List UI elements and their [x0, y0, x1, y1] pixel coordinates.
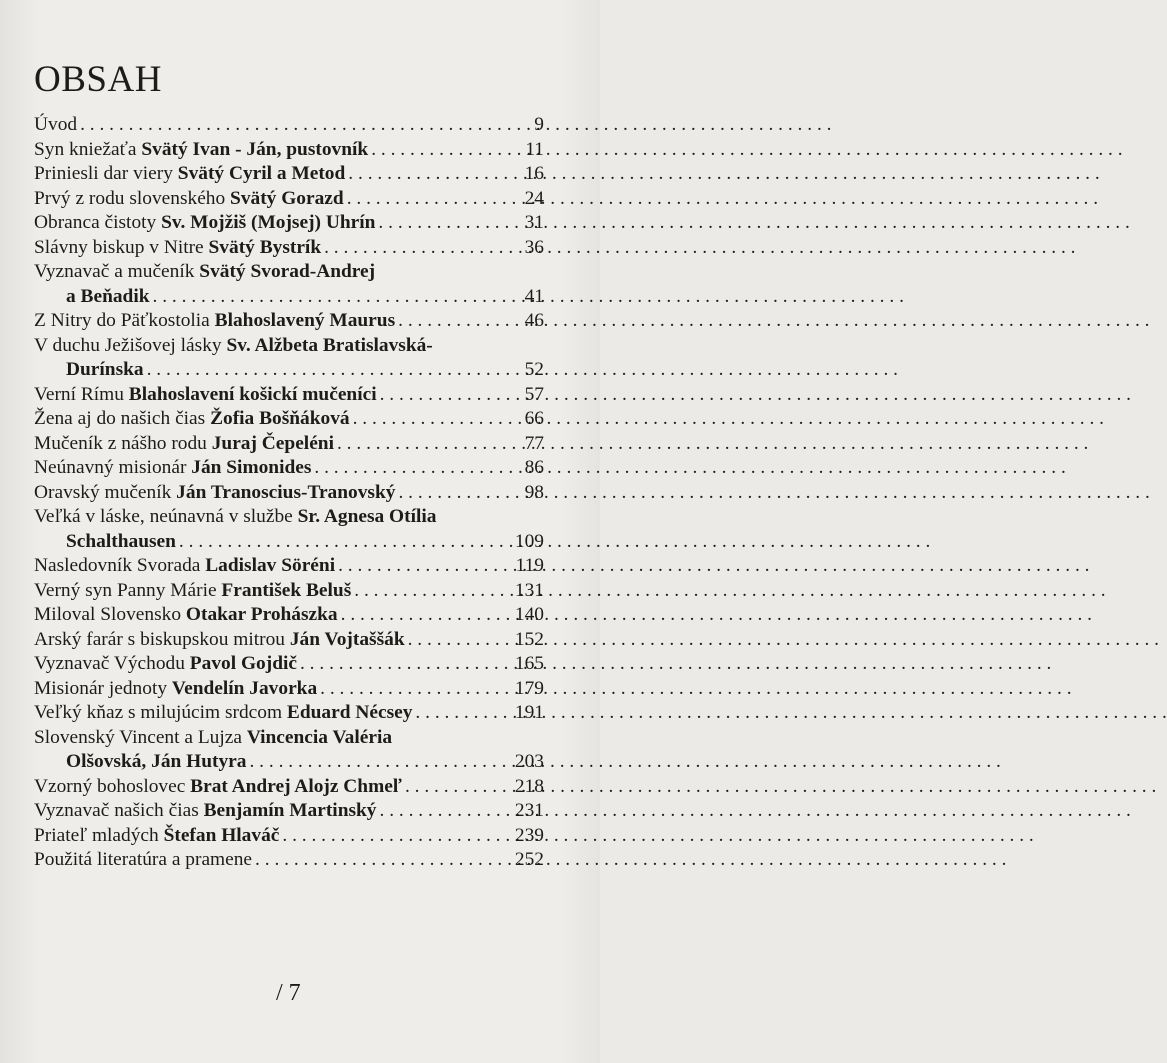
toc-entry-line — [34, 505, 544, 530]
toc-entry-title — [34, 407, 350, 432]
toc-entry-description: Nasledovník Svorada — [34, 555, 206, 576]
toc-entry-name: Ján Simonides — [191, 457, 312, 478]
toc-entry — [34, 628, 544, 653]
toc-entry-description: Miloval Slovensko — [34, 604, 186, 625]
toc-entry-description: Použitá literatúra a pramene — [34, 849, 253, 870]
toc-entry — [34, 236, 544, 261]
toc-entry-page: 152 — [514, 628, 544, 650]
toc-entry-line — [34, 481, 544, 506]
toc-entry-description: Syn kniežaťa — [34, 138, 142, 160]
toc-entry-page: 86 — [524, 457, 544, 478]
toc-entry-description: Úvod — [34, 114, 78, 135]
dot-leader — [380, 383, 522, 408]
toc-entry-title — [34, 677, 317, 702]
toc-entry-name: Durínska — [66, 359, 144, 380]
toc-entry-line — [34, 701, 544, 726]
toc-entry-page: 57 — [524, 383, 544, 405]
toc-entry-line — [34, 848, 544, 873]
toc-entry-title — [34, 579, 351, 604]
toc-entry-line — [34, 236, 544, 261]
toc-entry-name: Vincencia Valéria — [246, 726, 393, 748]
dot-leader — [405, 775, 512, 800]
toc-entry-line — [34, 138, 544, 163]
toc-entry-title — [34, 848, 252, 873]
toc-entry-page: 16 — [524, 163, 544, 184]
toc-entry — [34, 505, 544, 554]
toc-entry-name: Otakar Prohászka — [185, 604, 338, 625]
toc-entry-title — [34, 236, 321, 261]
toc-entry-description: Verní Rímu — [34, 383, 129, 405]
toc-entry-continuation — [34, 750, 544, 775]
toc-entry-title — [34, 726, 392, 751]
toc-entry-line — [34, 554, 544, 579]
toc-entry-name: Svätý Bystrík — [208, 236, 322, 258]
dot-leader — [153, 285, 522, 310]
toc-entry-description: Vzorný bohoslovec — [34, 775, 191, 797]
toc-entry-line — [34, 799, 544, 824]
dot-leader — [371, 138, 522, 163]
toc-entry-name: Sv. Mojžiš (Mojsej) Uhrín — [161, 212, 376, 233]
toc-entry-description: Vyznavač Východu — [34, 653, 190, 674]
dot-leader — [398, 309, 521, 334]
toc-entry — [34, 407, 544, 432]
toc-entry-title — [34, 628, 405, 653]
toc-entry-line — [34, 628, 544, 653]
toc-entry-line — [34, 432, 544, 457]
toc-entry-line — [34, 677, 544, 702]
toc-entry-page: 11 — [525, 138, 544, 160]
toc-entry — [34, 799, 544, 824]
toc-entry — [34, 481, 544, 506]
dot-leader — [324, 236, 522, 261]
toc-entry-line — [34, 162, 544, 187]
toc-entry-title — [34, 775, 402, 800]
toc-entry — [34, 162, 544, 187]
toc-entry-page: 239 — [514, 824, 544, 846]
toc-entry — [34, 848, 544, 873]
toc-entry-description: Slávny biskup v Nitre — [34, 236, 209, 258]
toc-entry-name: Juraj Čepeléni — [211, 432, 334, 454]
toc-entry-name: Žofia Bošňáková — [210, 408, 350, 429]
toc-entry-description: Priniesli dar viery — [34, 163, 178, 184]
toc-entry-page: 98 — [524, 481, 544, 503]
toc-entry-description: Z Nitry do Päťkostolia — [34, 310, 215, 331]
toc-entry — [34, 113, 544, 138]
toc-entry — [34, 579, 544, 604]
toc-entry-line — [34, 113, 544, 138]
toc-entry-page: 77 — [524, 432, 544, 454]
toc-entry-page: 131 — [514, 579, 544, 601]
page-number: / 7 — [276, 980, 301, 1006]
toc-entry-description: Arský farár s biskupskou mitrou — [34, 628, 290, 650]
toc-entry-name: Ján Vojtaššák — [289, 628, 405, 650]
toc-entry-name: Blahoslavení košickí mučeníci — [128, 383, 377, 405]
toc-entry-page: 31 — [524, 212, 544, 233]
toc-entry — [34, 775, 544, 800]
toc-entry-line — [34, 383, 544, 408]
toc-entry-name: Eduard Nécsey — [286, 702, 413, 723]
dot-leader — [320, 677, 512, 702]
toc-entry-line — [34, 187, 544, 212]
dot-leader — [354, 579, 512, 604]
toc-entry — [34, 701, 544, 726]
toc-entry-page: 41 — [524, 285, 544, 307]
toc-entry-name: Blahoslavený Maurus — [214, 310, 396, 331]
page-title: OBSAH — [34, 59, 162, 100]
toc-entry-title — [34, 824, 279, 849]
dot-leader — [415, 701, 511, 726]
toc-entry-line — [34, 726, 544, 751]
toc-entry-line — [34, 334, 544, 359]
toc-entry-description: Priateľ mladých — [34, 824, 164, 846]
toc-entry-page: 218 — [514, 775, 544, 797]
dot-leader — [300, 652, 512, 677]
toc-entry-page: 252 — [514, 849, 544, 870]
toc-entry-title — [34, 138, 368, 163]
toc-entry-title — [34, 701, 412, 726]
table-of-contents — [34, 113, 544, 873]
toc-entry-description: Obranca čistoty — [34, 212, 162, 233]
toc-entry-continuation — [34, 285, 544, 310]
toc-entry — [34, 824, 544, 849]
toc-entry-description: Vyznavač našich čias — [34, 800, 204, 821]
toc-entry-title — [34, 113, 77, 138]
toc-entry-page: 179 — [514, 677, 544, 699]
toc-entry-title — [66, 530, 176, 555]
toc-entry-line — [34, 652, 544, 677]
toc-entry — [34, 309, 544, 334]
toc-entry — [34, 260, 544, 309]
toc-entry — [34, 432, 544, 457]
toc-entry-page: 36 — [524, 236, 544, 258]
toc-entry — [34, 211, 544, 236]
toc-entry — [34, 138, 544, 163]
toc-entry-name: Benjamín Martinský — [203, 800, 377, 821]
toc-entry-title — [34, 309, 395, 334]
dot-leader — [378, 211, 521, 236]
toc-entry-description: Prvý z rodu slovenského — [34, 187, 231, 209]
toc-entry-line — [34, 579, 544, 604]
toc-entry-page: 52 — [524, 359, 544, 380]
toc-entry-description: Oravský mučeník — [34, 481, 177, 503]
toc-entry-page: 9 — [534, 114, 544, 135]
dot-leader — [314, 456, 521, 481]
toc-entry-line — [34, 211, 544, 236]
toc-entry-continuation — [34, 530, 544, 555]
toc-entry-page: 165 — [514, 653, 544, 674]
dot-leader — [380, 799, 512, 824]
toc-entry-description: Slovenský Vincent a Lujza — [34, 726, 247, 748]
toc-entry — [34, 677, 544, 702]
dot-leader — [353, 407, 522, 432]
dot-leader — [348, 162, 521, 187]
dot-leader — [80, 113, 531, 138]
toc-entry-title — [34, 799, 377, 824]
toc-entry-title — [66, 750, 246, 775]
toc-entry-name: Sr. Agnesa Otília — [297, 506, 437, 527]
toc-entry-name: Ladislav Söréni — [205, 555, 336, 576]
dot-leader — [179, 530, 512, 555]
toc-entry-line — [34, 407, 544, 432]
toc-entry-name: Pavol Gojdič — [189, 653, 297, 674]
toc-entry-description: V duchu Ježišovej lásky — [34, 334, 227, 356]
dot-leader — [337, 432, 522, 457]
toc-entry — [34, 726, 544, 775]
toc-entry-title — [34, 211, 375, 236]
toc-entry-description: Verný syn Panny Márie — [34, 579, 222, 601]
toc-entry-title — [34, 652, 297, 677]
dot-leader — [147, 358, 522, 383]
toc-entry-description: Veľký kňaz s milujúcim srdcom — [34, 702, 287, 723]
toc-entry-title — [66, 285, 150, 310]
toc-entry-title — [66, 358, 144, 383]
toc-entry-name: Ján Tranoscius-Tranovský — [176, 481, 396, 503]
toc-entry-line — [34, 775, 544, 800]
dot-leader — [341, 603, 512, 628]
toc-entry-page: 46 — [524, 310, 544, 331]
toc-entry-page: 109 — [514, 530, 544, 552]
toc-entry-name: Vendelín Javorka — [171, 677, 318, 699]
toc-entry-title — [34, 432, 334, 457]
toc-entry-title — [34, 554, 335, 579]
toc-entry-description: Misionár jednoty — [34, 677, 172, 699]
toc-entry-page: 119 — [515, 555, 544, 576]
toc-entry-description: Vyznavač a mučeník — [34, 261, 200, 282]
dot-leader — [255, 848, 512, 873]
toc-entry-name: Svätý Cyril a Metod — [177, 163, 346, 184]
toc-entry — [34, 554, 544, 579]
toc-entry-name: Brat Andrej Alojz Chmeľ — [190, 775, 402, 797]
dot-leader — [408, 628, 512, 653]
toc-entry-description: Veľká v láske, neúnavná v službe — [34, 506, 298, 527]
toc-entry — [34, 383, 544, 408]
toc-entry — [34, 187, 544, 212]
toc-entry-page: 191 — [514, 702, 544, 723]
toc-entry-title — [34, 334, 433, 359]
toc-entry-title — [34, 162, 345, 187]
toc-entry-name: František Beluš — [221, 579, 352, 601]
dot-leader — [282, 824, 512, 849]
toc-entry-name: Svätý Svorad-Andrej — [199, 261, 376, 282]
toc-entry-page: 66 — [524, 408, 544, 429]
toc-entry-page: 24 — [524, 187, 544, 209]
toc-entry-line — [34, 456, 544, 481]
toc-entry-line — [34, 603, 544, 628]
toc-entry-continuation — [34, 358, 544, 383]
toc-entry-name: a Beňadik — [66, 285, 150, 307]
toc-entry-page: 231 — [514, 800, 544, 821]
toc-entry — [34, 334, 544, 383]
toc-entry-name: Sv. Alžbeta Bratislavská- — [226, 334, 433, 356]
toc-entry-name: Štefan Hlaváč — [163, 824, 280, 846]
toc-entry — [34, 652, 544, 677]
toc-entry-description: Žena aj do našich čias — [34, 408, 211, 429]
toc-entry-line — [34, 309, 544, 334]
toc-entry-line — [34, 260, 544, 285]
toc-entry-title — [34, 505, 436, 530]
toc-entry-title — [34, 383, 377, 408]
toc-entry — [34, 456, 544, 481]
toc-entry-page: 203 — [514, 751, 544, 772]
toc-entry-title — [34, 603, 338, 628]
toc-entry-page: 140 — [514, 604, 544, 625]
dot-leader — [347, 187, 522, 212]
toc-entry-line — [34, 824, 544, 849]
toc-entry-name: Svätý Ivan - Ján, pustovník — [141, 138, 369, 160]
toc-entry-name: Schalthausen — [66, 530, 176, 552]
toc-entry-title — [34, 456, 311, 481]
toc-entry-title — [34, 260, 375, 285]
dot-leader — [249, 750, 511, 775]
dot-leader — [398, 481, 521, 506]
toc-entry — [34, 603, 544, 628]
dot-leader — [338, 554, 513, 579]
toc-entry-description: Mučeník z nášho rodu — [34, 432, 212, 454]
toc-entry-name: Olšovská, Ján Hutyra — [66, 751, 247, 772]
toc-entry-description: Neúnavný misionár — [34, 457, 192, 478]
toc-entry-title — [34, 481, 395, 506]
toc-entry-title — [34, 187, 344, 212]
toc-entry-name: Svätý Gorazd — [230, 187, 344, 209]
